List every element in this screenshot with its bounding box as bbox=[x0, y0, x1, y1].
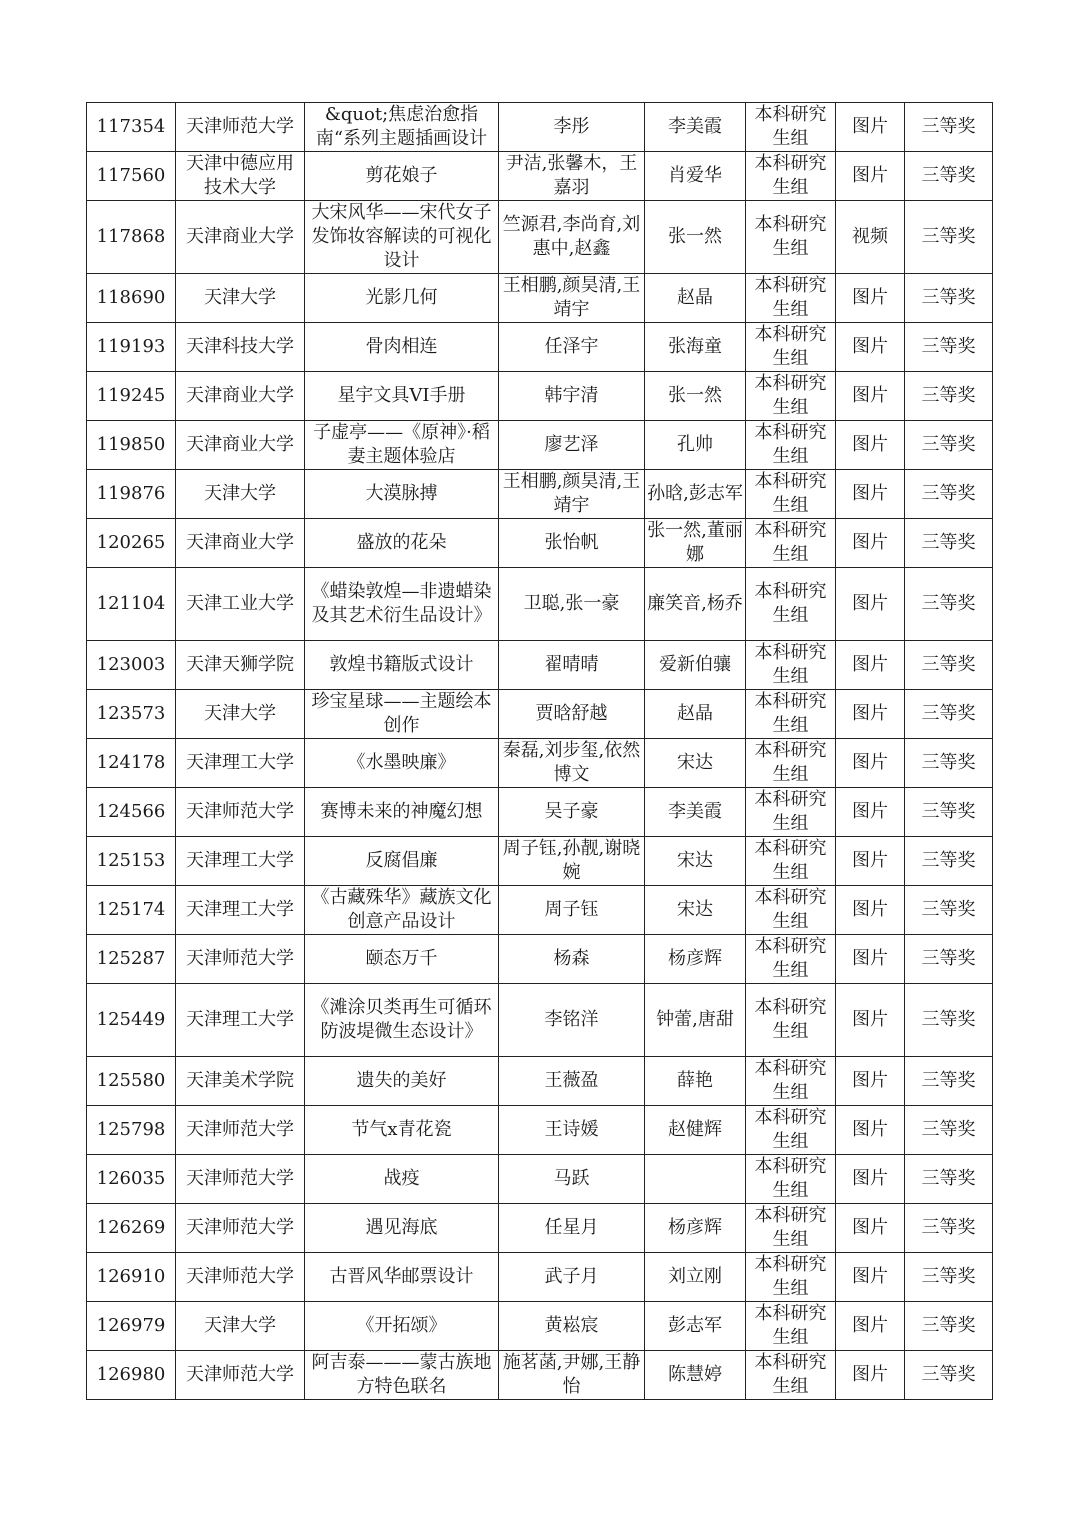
cell-school: 天津师范大学 bbox=[176, 1253, 305, 1302]
cell-authors: 张怡帆 bbox=[499, 519, 645, 568]
cell-group: 本科研究生组 bbox=[746, 690, 836, 739]
cell-prize: 三等奖 bbox=[905, 1253, 993, 1302]
cell-school: 天津师范大学 bbox=[176, 1351, 305, 1400]
cell-title: &quot;焦虑治愈指南“系列主题插画设计 bbox=[305, 103, 499, 152]
cell-id: 121104 bbox=[87, 568, 176, 641]
cell-advisor: 刘立刚 bbox=[645, 1253, 746, 1302]
cell-advisor: 孙晗,彭志军 bbox=[645, 470, 746, 519]
cell-title: 盛放的花朵 bbox=[305, 519, 499, 568]
cell-authors: 黄崧宸 bbox=[499, 1302, 645, 1351]
cell-prize: 三等奖 bbox=[905, 1302, 993, 1351]
cell-id: 123003 bbox=[87, 641, 176, 690]
cell-advisor: 薛艳 bbox=[645, 1057, 746, 1106]
table-row bbox=[87, 984, 993, 1057]
awards-table bbox=[86, 102, 993, 1400]
cell-prize: 三等奖 bbox=[905, 372, 993, 421]
cell-prize: 三等奖 bbox=[905, 274, 993, 323]
cell-school: 天津师范大学 bbox=[176, 1106, 305, 1155]
cell-school: 天津科技大学 bbox=[176, 323, 305, 372]
table-row bbox=[87, 568, 993, 641]
cell-advisor: 张一然 bbox=[645, 201, 746, 274]
cell-title: 《开拓颂》 bbox=[305, 1302, 499, 1351]
cell-authors: 周子钰,孙靓,谢晓婉 bbox=[499, 837, 645, 886]
cell-group: 本科研究生组 bbox=[746, 1057, 836, 1106]
cell-title: 珍宝星球——主题绘本创作 bbox=[305, 690, 499, 739]
cell-school: 天津理工大学 bbox=[176, 837, 305, 886]
cell-authors: 王相鹏,颜昊清,王靖宇 bbox=[499, 470, 645, 519]
cell-title: 大宋风华——宋代女子发饰妆容解读的可视化设计 bbox=[305, 201, 499, 274]
cell-title: 《蜡染敦煌—非遗蜡染及其艺术衍生品设计》 bbox=[305, 568, 499, 641]
cell-advisor: 赵晶 bbox=[645, 274, 746, 323]
cell-title: 《古藏殊华》藏族文化创意产品设计 bbox=[305, 886, 499, 935]
cell-prize: 三等奖 bbox=[905, 886, 993, 935]
cell-type: 图片 bbox=[836, 470, 905, 519]
cell-authors: 李铭洋 bbox=[499, 984, 645, 1057]
table-row bbox=[87, 641, 993, 690]
table-row bbox=[87, 1302, 993, 1351]
cell-authors: 卫聪,张一豪 bbox=[499, 568, 645, 641]
cell-title: 光影几何 bbox=[305, 274, 499, 323]
cell-group: 本科研究生组 bbox=[746, 1351, 836, 1400]
table-row bbox=[87, 421, 993, 470]
cell-school: 天津中德应用技术大学 bbox=[176, 152, 305, 201]
cell-prize: 三等奖 bbox=[905, 690, 993, 739]
cell-group: 本科研究生组 bbox=[746, 837, 836, 886]
cell-group: 本科研究生组 bbox=[746, 568, 836, 641]
cell-id: 119245 bbox=[87, 372, 176, 421]
cell-school: 天津师范大学 bbox=[176, 103, 305, 152]
cell-authors: 吴子豪 bbox=[499, 788, 645, 837]
cell-id: 117354 bbox=[87, 103, 176, 152]
cell-prize: 三等奖 bbox=[905, 103, 993, 152]
cell-authors: 马跃 bbox=[499, 1155, 645, 1204]
cell-title: 战疫 bbox=[305, 1155, 499, 1204]
cell-prize: 三等奖 bbox=[905, 641, 993, 690]
table-row bbox=[87, 323, 993, 372]
cell-prize: 三等奖 bbox=[905, 201, 993, 274]
cell-authors: 武子月 bbox=[499, 1253, 645, 1302]
cell-type: 图片 bbox=[836, 739, 905, 788]
cell-group: 本科研究生组 bbox=[746, 1302, 836, 1351]
cell-advisor: 孔帅 bbox=[645, 421, 746, 470]
cell-type: 图片 bbox=[836, 1057, 905, 1106]
cell-advisor: 赵健辉 bbox=[645, 1106, 746, 1155]
cell-authors: 廖艺泽 bbox=[499, 421, 645, 470]
cell-id: 124566 bbox=[87, 788, 176, 837]
cell-id: 125287 bbox=[87, 935, 176, 984]
cell-school: 天津理工大学 bbox=[176, 984, 305, 1057]
cell-authors: 韩宇清 bbox=[499, 372, 645, 421]
cell-group: 本科研究生组 bbox=[746, 788, 836, 837]
cell-advisor: 张一然 bbox=[645, 372, 746, 421]
cell-advisor: 廉笑音,杨乔 bbox=[645, 568, 746, 641]
cell-advisor: 宋达 bbox=[645, 837, 746, 886]
cell-type: 图片 bbox=[836, 568, 905, 641]
cell-school: 天津大学 bbox=[176, 1302, 305, 1351]
cell-group: 本科研究生组 bbox=[746, 152, 836, 201]
cell-advisor: 张一然,董丽娜 bbox=[645, 519, 746, 568]
cell-type: 图片 bbox=[836, 690, 905, 739]
cell-title: 星宇文具VI手册 bbox=[305, 372, 499, 421]
cell-group: 本科研究生组 bbox=[746, 274, 836, 323]
cell-title: 古晋风华邮票设计 bbox=[305, 1253, 499, 1302]
table-row bbox=[87, 788, 993, 837]
cell-prize: 三等奖 bbox=[905, 421, 993, 470]
cell-type: 图片 bbox=[836, 421, 905, 470]
table-row bbox=[87, 152, 993, 201]
cell-id: 126910 bbox=[87, 1253, 176, 1302]
cell-id: 125449 bbox=[87, 984, 176, 1057]
cell-prize: 三等奖 bbox=[905, 788, 993, 837]
cell-id: 117560 bbox=[87, 152, 176, 201]
cell-id: 126980 bbox=[87, 1351, 176, 1400]
cell-id: 125153 bbox=[87, 837, 176, 886]
cell-advisor: 彭志军 bbox=[645, 1302, 746, 1351]
cell-prize: 三等奖 bbox=[905, 1204, 993, 1253]
cell-title: 遗失的美好 bbox=[305, 1057, 499, 1106]
table-row bbox=[87, 103, 993, 152]
cell-type: 图片 bbox=[836, 1204, 905, 1253]
cell-title: 《水墨映廉》 bbox=[305, 739, 499, 788]
cell-authors: 王相鹏,颜昊清,王靖宇 bbox=[499, 274, 645, 323]
cell-school: 天津师范大学 bbox=[176, 1155, 305, 1204]
cell-prize: 三等奖 bbox=[905, 984, 993, 1057]
cell-group: 本科研究生组 bbox=[746, 984, 836, 1057]
cell-advisor: 钟蕾,唐甜 bbox=[645, 984, 746, 1057]
table-row bbox=[87, 1155, 993, 1204]
cell-prize: 三等奖 bbox=[905, 1106, 993, 1155]
cell-advisor: 张海童 bbox=[645, 323, 746, 372]
cell-prize: 三等奖 bbox=[905, 1155, 993, 1204]
cell-type: 图片 bbox=[836, 372, 905, 421]
cell-id: 119876 bbox=[87, 470, 176, 519]
cell-advisor: 李美霞 bbox=[645, 103, 746, 152]
cell-group: 本科研究生组 bbox=[746, 470, 836, 519]
cell-school: 天津商业大学 bbox=[176, 421, 305, 470]
cell-type: 图片 bbox=[836, 984, 905, 1057]
cell-title: 遇见海底 bbox=[305, 1204, 499, 1253]
cell-prize: 三等奖 bbox=[905, 152, 993, 201]
cell-type: 图片 bbox=[836, 1155, 905, 1204]
cell-id: 118690 bbox=[87, 274, 176, 323]
cell-authors: 王薇盈 bbox=[499, 1057, 645, 1106]
cell-id: 119193 bbox=[87, 323, 176, 372]
cell-group: 本科研究生组 bbox=[746, 641, 836, 690]
cell-authors: 秦磊,刘步玺,依然博文 bbox=[499, 739, 645, 788]
cell-type: 图片 bbox=[836, 935, 905, 984]
cell-school: 天津商业大学 bbox=[176, 519, 305, 568]
cell-type: 图片 bbox=[836, 1351, 905, 1400]
cell-authors: 周子钰 bbox=[499, 886, 645, 935]
cell-title: 节气x青花瓷 bbox=[305, 1106, 499, 1155]
cell-group: 本科研究生组 bbox=[746, 372, 836, 421]
cell-school: 天津理工大学 bbox=[176, 739, 305, 788]
cell-advisor: 爱新伯骧 bbox=[645, 641, 746, 690]
cell-advisor bbox=[645, 1155, 746, 1204]
cell-authors: 贾晗舒越 bbox=[499, 690, 645, 739]
cell-type: 图片 bbox=[836, 1302, 905, 1351]
cell-advisor: 杨彦辉 bbox=[645, 935, 746, 984]
cell-group: 本科研究生组 bbox=[746, 519, 836, 568]
cell-authors: 王诗媛 bbox=[499, 1106, 645, 1155]
cell-authors: 杨森 bbox=[499, 935, 645, 984]
cell-advisor: 陈慧婷 bbox=[645, 1351, 746, 1400]
cell-group: 本科研究生组 bbox=[746, 1106, 836, 1155]
cell-school: 天津理工大学 bbox=[176, 886, 305, 935]
cell-advisor: 杨彦辉 bbox=[645, 1204, 746, 1253]
cell-group: 本科研究生组 bbox=[746, 201, 836, 274]
cell-group: 本科研究生组 bbox=[746, 323, 836, 372]
cell-advisor: 宋达 bbox=[645, 886, 746, 935]
cell-type: 图片 bbox=[836, 103, 905, 152]
cell-type: 图片 bbox=[836, 519, 905, 568]
cell-school: 天津师范大学 bbox=[176, 1204, 305, 1253]
cell-id: 125580 bbox=[87, 1057, 176, 1106]
cell-type: 图片 bbox=[836, 1106, 905, 1155]
table-row bbox=[87, 1106, 993, 1155]
cell-school: 天津天狮学院 bbox=[176, 641, 305, 690]
cell-type: 图片 bbox=[836, 837, 905, 886]
table-row bbox=[87, 201, 993, 274]
cell-title: 剪花娘子 bbox=[305, 152, 499, 201]
cell-authors: 翟晴晴 bbox=[499, 641, 645, 690]
cell-advisor: 宋达 bbox=[645, 739, 746, 788]
cell-type: 图片 bbox=[836, 323, 905, 372]
cell-title: 《滩涂贝类再生可循环防波堤微生态设计》 bbox=[305, 984, 499, 1057]
cell-school: 天津大学 bbox=[176, 470, 305, 519]
cell-title: 子虚亭——《原神》·稻妻主题体验店 bbox=[305, 421, 499, 470]
table-row bbox=[87, 935, 993, 984]
table-row bbox=[87, 690, 993, 739]
cell-prize: 三等奖 bbox=[905, 837, 993, 886]
cell-authors: 李彤 bbox=[499, 103, 645, 152]
cell-authors: 任泽宇 bbox=[499, 323, 645, 372]
cell-prize: 三等奖 bbox=[905, 935, 993, 984]
cell-group: 本科研究生组 bbox=[746, 739, 836, 788]
cell-group: 本科研究生组 bbox=[746, 1204, 836, 1253]
cell-title: 反腐倡廉 bbox=[305, 837, 499, 886]
table-row bbox=[87, 470, 993, 519]
cell-type: 图片 bbox=[836, 641, 905, 690]
awards-table-body bbox=[87, 103, 993, 1400]
cell-advisor: 赵晶 bbox=[645, 690, 746, 739]
cell-id: 125174 bbox=[87, 886, 176, 935]
cell-school: 天津大学 bbox=[176, 274, 305, 323]
cell-id: 120265 bbox=[87, 519, 176, 568]
cell-id: 119850 bbox=[87, 421, 176, 470]
cell-school: 天津商业大学 bbox=[176, 372, 305, 421]
cell-title: 大漠脉搏 bbox=[305, 470, 499, 519]
cell-id: 126269 bbox=[87, 1204, 176, 1253]
cell-group: 本科研究生组 bbox=[746, 886, 836, 935]
cell-school: 天津美术学院 bbox=[176, 1057, 305, 1106]
cell-group: 本科研究生组 bbox=[746, 103, 836, 152]
cell-prize: 三等奖 bbox=[905, 470, 993, 519]
cell-title: 阿吉泰———蒙古族地方特色联名 bbox=[305, 1351, 499, 1400]
cell-id: 117868 bbox=[87, 201, 176, 274]
cell-title: 敦煌书籍版式设计 bbox=[305, 641, 499, 690]
table-row bbox=[87, 739, 993, 788]
cell-group: 本科研究生组 bbox=[746, 935, 836, 984]
table-row bbox=[87, 519, 993, 568]
cell-prize: 三等奖 bbox=[905, 1057, 993, 1106]
cell-type: 视频 bbox=[836, 201, 905, 274]
cell-group: 本科研究生组 bbox=[746, 1155, 836, 1204]
cell-title: 赛博未来的神魔幻想 bbox=[305, 788, 499, 837]
cell-authors: 竺源君,李尚育,刘惠中,赵鑫 bbox=[499, 201, 645, 274]
cell-school: 天津师范大学 bbox=[176, 788, 305, 837]
cell-id: 125798 bbox=[87, 1106, 176, 1155]
cell-authors: 任星月 bbox=[499, 1204, 645, 1253]
cell-advisor: 肖爱华 bbox=[645, 152, 746, 201]
cell-school: 天津工业大学 bbox=[176, 568, 305, 641]
cell-type: 图片 bbox=[836, 886, 905, 935]
cell-prize: 三等奖 bbox=[905, 568, 993, 641]
cell-school: 天津商业大学 bbox=[176, 201, 305, 274]
cell-id: 126035 bbox=[87, 1155, 176, 1204]
cell-group: 本科研究生组 bbox=[746, 421, 836, 470]
table-row bbox=[87, 837, 993, 886]
cell-type: 图片 bbox=[836, 152, 905, 201]
cell-school: 天津大学 bbox=[176, 690, 305, 739]
cell-prize: 三等奖 bbox=[905, 323, 993, 372]
cell-prize: 三等奖 bbox=[905, 739, 993, 788]
cell-type: 图片 bbox=[836, 1253, 905, 1302]
cell-title: 骨肉相连 bbox=[305, 323, 499, 372]
table-row bbox=[87, 1253, 993, 1302]
table-row bbox=[87, 372, 993, 421]
cell-id: 126979 bbox=[87, 1302, 176, 1351]
table-row bbox=[87, 1057, 993, 1106]
cell-prize: 三等奖 bbox=[905, 1351, 993, 1400]
cell-title: 颐态万千 bbox=[305, 935, 499, 984]
cell-prize: 三等奖 bbox=[905, 519, 993, 568]
cell-id: 123573 bbox=[87, 690, 176, 739]
cell-group: 本科研究生组 bbox=[746, 1253, 836, 1302]
cell-authors: 施茗菡,尹娜,王静怡 bbox=[499, 1351, 645, 1400]
table-row bbox=[87, 1204, 993, 1253]
cell-type: 图片 bbox=[836, 274, 905, 323]
cell-authors: 尹洁,张馨木，王嘉羽 bbox=[499, 152, 645, 201]
cell-type: 图片 bbox=[836, 788, 905, 837]
table-row bbox=[87, 274, 993, 323]
table-row bbox=[87, 1351, 993, 1400]
cell-id: 124178 bbox=[87, 739, 176, 788]
table-row bbox=[87, 886, 993, 935]
cell-school: 天津师范大学 bbox=[176, 935, 305, 984]
cell-advisor: 李美霞 bbox=[645, 788, 746, 837]
